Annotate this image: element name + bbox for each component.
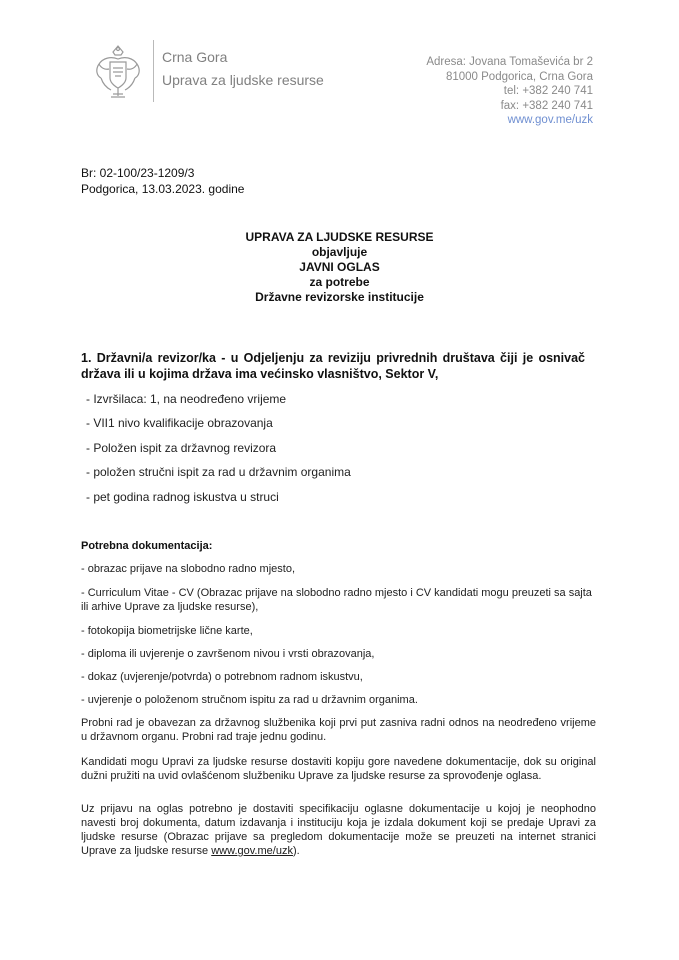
title-line-3: JAVNI OGLAS — [299, 260, 380, 274]
reference-number: Br: 02-100/23-1209/3 — [81, 166, 195, 180]
contact-web-link[interactable]: www.gov.me/uzk — [507, 114, 593, 126]
gov-link[interactable]: www.gov.me/uzk — [211, 845, 293, 857]
header-divider — [153, 40, 154, 102]
documentation-heading: Potrebna dokumentacija: — [81, 540, 213, 552]
title-line-4: za potrebe — [309, 275, 370, 289]
org-country: Crna Gora — [162, 49, 228, 65]
requirement-item: - Položen ispit za državnog revizora — [86, 441, 277, 455]
documentation-item: - Curriculum Vitae - CV (Obrazac prijave na slobodno radno mjesto i CV kandidati mogu preuzeti sa sajta ili arhive Uprave za ljudske resurse), — [81, 587, 592, 613]
reference-block — [81, 166, 244, 197]
specification-paragraph — [81, 802, 596, 858]
title-line-2: objavljuje — [311, 245, 368, 259]
specification-text: Uz prijavu na oglas potrebno je dostaviti specifikaciju oglasne dokumentacije u kojoj je neophodno navesti broj dokumenta, datum izdavanja i instituciju koja je izdala dokument koji se predaje Upravi za ljudske resurse (Obrazac prijave sa pregledom dokumentacije može se preuzeti na internet stranici Uprave za ljudske resurse — [81, 803, 596, 857]
documentation-item: - uvjerenje o položenom stručnom ispitu za rad u državnim organima. — [81, 694, 418, 706]
org-agency: Uprava za ljudske resurse — [162, 72, 324, 88]
contact-fax: fax: +382 240 741 — [500, 99, 593, 112]
position-heading: 1. Državni/a revizor/ka - u Odjeljenju za reviziju privrednih društava čiji je osnivač država ili u kojima država ima većinsko vlasništvo, Sektor V, — [81, 351, 585, 381]
documentation-item: - dokaz (uvjerenje/potvrda) o potrebnom radnom iskustvu, — [81, 671, 363, 683]
contact-block — [426, 55, 593, 128]
copies-paragraph: Kandidati mogu Upravi za ljudske resurse dostaviti kopiju gore navedene dokumentacije, dok su original dužni pružiti na uvid ovlašćenom službeniku Uprave za ljudske resurse za sprovođenje oglasa. — [81, 756, 596, 782]
title-line-1: UPRAVA ZA LJUDSKE RESURSE — [245, 230, 434, 244]
documentation-item: - obrazac prijave na slobodno radno mjesto, — [81, 563, 296, 575]
probation-paragraph: Probni rad je obavezan za državnog službenika koji prvi put zasniva radni odnos na neodređeno vrijeme u državnom organu. Probni rad traje jednu godinu. — [81, 717, 596, 743]
requirement-item: - položen stručni ispit za rad u državnim organima — [86, 465, 351, 479]
requirement-item: - VII1 nivo kvalifikacije obrazovanja — [86, 416, 273, 430]
contact-city: 81000 Podgorica, Crna Gora — [445, 70, 593, 83]
title-line-5: Državne revizorske institucije — [255, 290, 424, 304]
reference-date: Podgorica, 13.03.2023. godine — [81, 181, 245, 196]
contact-address: Adresa: Jovana Tomaševića br 2 — [426, 56, 593, 68]
requirement-item: - Izvršilaca: 1, na neodređeno vrijeme — [86, 392, 287, 406]
documentation-item: - fotokopija biometrijske lične karte, — [81, 625, 253, 637]
organization-name — [162, 46, 324, 92]
coat-of-arms-icon — [93, 44, 143, 100]
announcement-title — [0, 230, 679, 305]
documentation-item: - diploma ili uvjerenje o završenom nivou i vrsti obrazovanja, — [81, 648, 375, 660]
contact-tel: tel: +382 240 741 — [503, 85, 593, 97]
specification-end: ). — [292, 845, 300, 857]
requirement-item: - pet godina radnog iskustva u struci — [86, 490, 279, 504]
